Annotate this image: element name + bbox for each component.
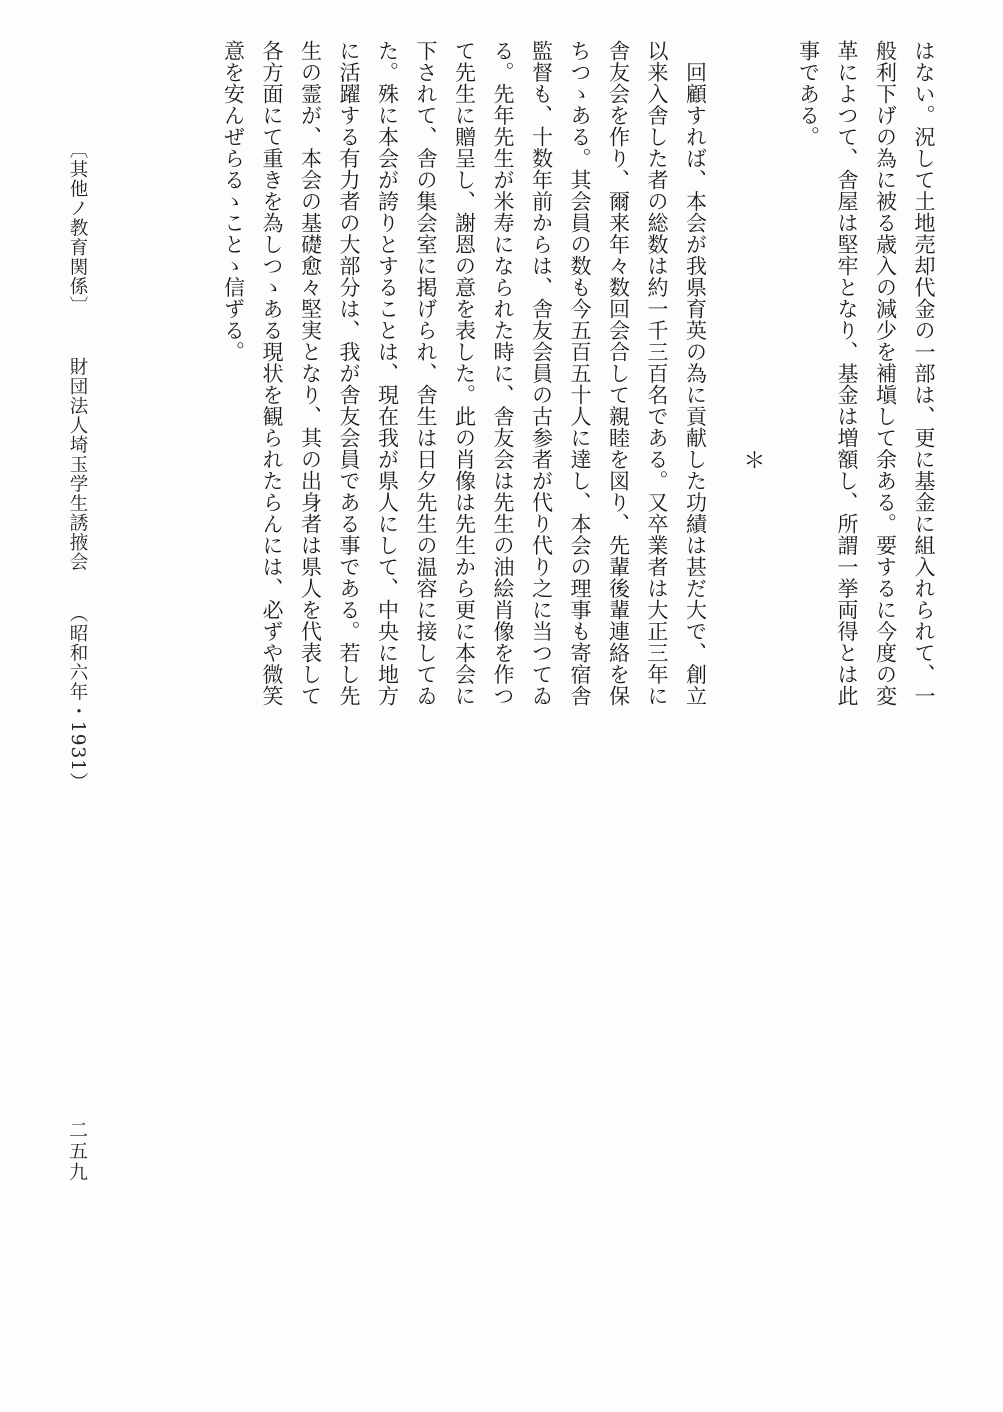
text-line: 以来入舎した者の総数は約一千三百名である。又卒業者は大正三年に	[645, 40, 669, 707]
text-line: て先生に贈呈し、謝恩の意を表した。此の肖像は先生から更に本会に	[452, 40, 477, 707]
text-line: 監督も、十数年前からは、舎友会員の古参者が代り代り之に当つてゐ	[529, 40, 554, 707]
header-category: 〔其他ノ教育関係〕	[67, 140, 88, 316]
text-line: に活躍する有力者の大部分は、我が舎友会員である事である。若し先	[337, 40, 361, 707]
header-organization: 財団法人埼玉学生誘掖会	[67, 357, 88, 572]
text-line: 般利下げの為に被る歳入の減少を補塡して余ある。要するに今度の変	[873, 40, 898, 707]
text-line: 下されて、舎の集会室に掲げられ、舎生は日夕先生の温容に接してゐ	[414, 40, 438, 707]
paragraph-gap	[715, 40, 733, 760]
text-line: 意を安んぜらるゝことゝ信ずる。	[221, 40, 246, 363]
text-line: 革によつて、舎屋は堅牢となり、基金は増額し、所謂一挙両得とは此	[835, 40, 859, 707]
text-line: ちつゝある。其会員の数も今五百五十人に達し、本会の理事も寄宿舎	[568, 40, 592, 707]
text-line: 各方面にて重きを為しつゝある現状を観られたらんには、必ずや微笑	[260, 40, 284, 707]
header-date: （昭和六年・1931）	[67, 603, 88, 792]
text-line: た。殊に本会が誇りとすることは、現在我が県人にして、中央に地方	[375, 40, 400, 707]
body-text	[214, 40, 943, 760]
running-header	[64, 140, 90, 791]
text-line: 事である。	[796, 40, 821, 148]
text-line: 回顧すれば、本会が我県育英の為に貢献した功績は甚だ大で、創立	[683, 40, 708, 707]
text-line: 生の霊が、本会の基礎愈々堅実となり、其の出身者は県人を代表して	[298, 40, 323, 707]
paragraph-gap	[771, 40, 789, 760]
text-line: 舎友会を作り、爾来年々数回会合して親睦を図り、先輩後輩連絡を保	[606, 40, 631, 707]
page-number: 二五九	[66, 1120, 88, 1183]
text-line: る。先年先生が米寿になられた時に、舎友会は先生の油絵肖像を作つ	[491, 40, 515, 707]
section-separator: ＊	[740, 448, 765, 472]
text-line: はない。況して土地売却代金の一部は、更に基金に組入れられて、一	[912, 40, 936, 707]
